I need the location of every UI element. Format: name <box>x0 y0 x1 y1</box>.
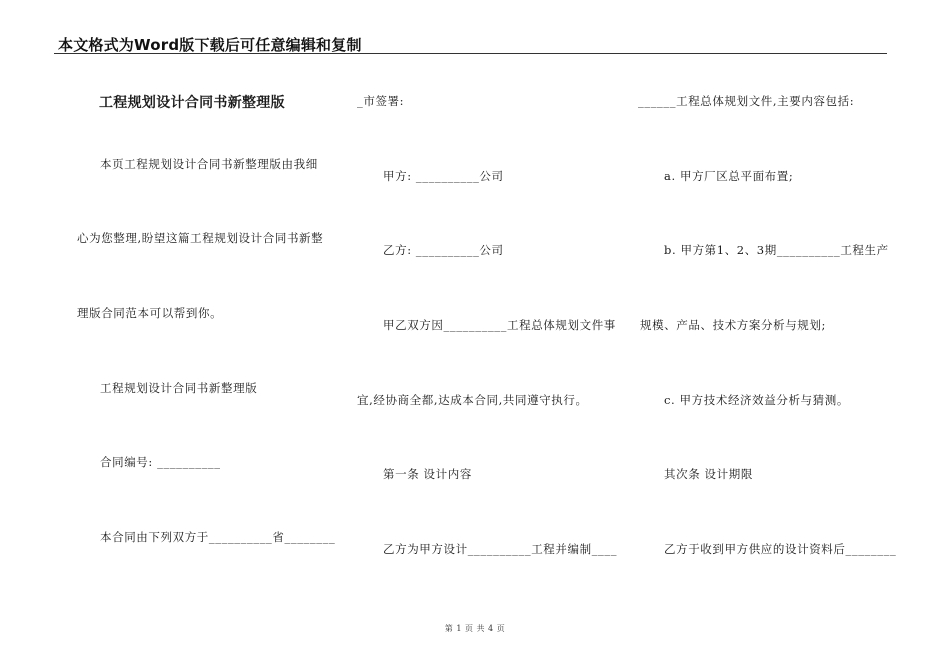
list-item: c. 甲方技术经济效益分析与猜测。 <box>664 393 849 407</box>
page-footer: 第 1 页 共 4 页 <box>444 624 506 633</box>
paragraph-line: _市签署: <box>357 94 405 108</box>
list-item: b. 甲方第1、2、3期__________工程生产 <box>664 243 889 257</box>
party-a-line: 甲方: __________公司 <box>383 169 504 183</box>
document-title: 工程规划设计合同书新整理版 <box>99 95 285 111</box>
document-banner: 本文格式为Word版下载后可任意编辑和复制 <box>58 36 362 54</box>
paragraph-line: 理版合同范本可以帮到你。 <box>77 306 223 320</box>
contract-number-line: 合同编号: __________ <box>100 455 221 469</box>
article-heading: 第一条 设计内容 <box>383 467 472 481</box>
article-heading: 其次条 设计期限 <box>664 467 753 481</box>
paragraph-line: 乙方于收到甲方供应的设计资料后________ <box>664 542 897 556</box>
paragraph-line: 本页工程规划设计合同书新整理版由我细 <box>100 157 318 171</box>
paragraph-line: 本合同由下列双方于__________省________ <box>100 530 336 544</box>
section-heading: 工程规划设计合同书新整理版 <box>100 381 258 395</box>
paragraph-line: ______工程总体规划文件,主要内容包括: <box>638 94 855 108</box>
paragraph-line: 规模、产品、技术方案分析与规划; <box>640 318 826 332</box>
list-item: a. 甲方厂区总平面布置; <box>664 169 794 183</box>
party-b-line: 乙方: __________公司 <box>383 243 504 257</box>
paragraph-line: 宜,经协商全都,达成本合同,共同遵守执行。 <box>357 393 588 407</box>
paragraph-line: 乙方为甲方设计__________工程并编制____ <box>383 542 618 556</box>
header-divider <box>54 53 887 54</box>
paragraph-line: 甲乙双方因__________工程总体规划文件事 <box>383 318 616 332</box>
paragraph-line: 心为您整理,盼望这篇工程规划设计合同书新整 <box>77 231 324 245</box>
